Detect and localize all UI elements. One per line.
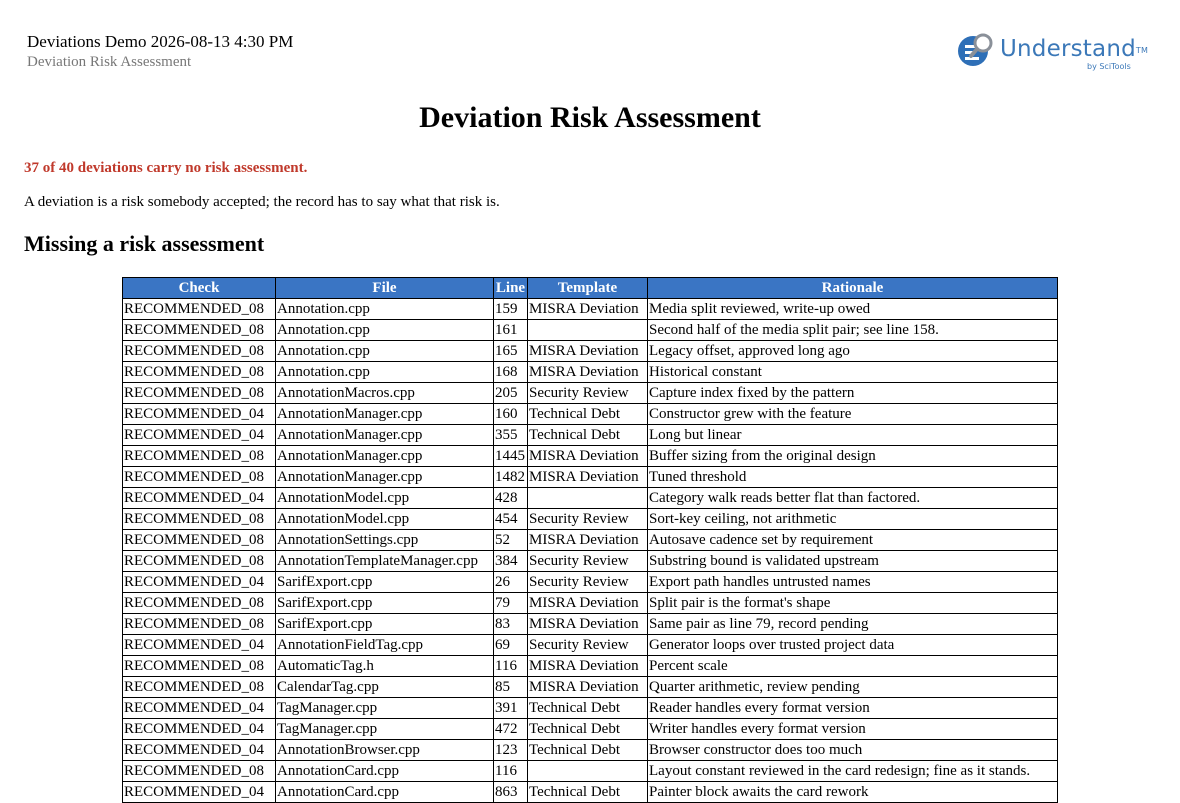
cell-template: MISRA Deviation (528, 341, 648, 362)
cell-check: RECOMMENDED_08 (123, 614, 276, 635)
cell-rationale: Split pair is the format's shape (648, 593, 1058, 614)
table-row (123, 614, 1058, 635)
cell-rationale: Capture index fixed by the pattern (648, 383, 1058, 404)
cell-line: 123 (494, 740, 528, 761)
cell-check: RECOMMENDED_08 (123, 677, 276, 698)
cell-file: TagManager.cpp (276, 719, 494, 740)
table-row (123, 740, 1058, 761)
table-row (123, 698, 1058, 719)
cell-file: AnnotationCard.cpp (276, 782, 494, 803)
cell-check: RECOMMENDED_08 (123, 320, 276, 341)
table-row (123, 572, 1058, 593)
cell-rationale: Sort-key ceiling, not arithmetic (648, 509, 1058, 530)
cell-template: MISRA Deviation (528, 677, 648, 698)
cell-line: 454 (494, 509, 528, 530)
cell-file: AnnotationFieldTag.cpp (276, 635, 494, 656)
cell-template: MISRA Deviation (528, 530, 648, 551)
cell-file: CalendarTag.cpp (276, 677, 494, 698)
cell-file: TagManager.cpp (276, 698, 494, 719)
cell-template: Technical Debt (528, 719, 648, 740)
cell-file: AnnotationSettings.cpp (276, 530, 494, 551)
cell-file: SarifExport.cpp (276, 572, 494, 593)
cell-check: RECOMMENDED_08 (123, 362, 276, 383)
cell-rationale: Media split reviewed, write-up owed (648, 299, 1058, 320)
cell-template: Security Review (528, 551, 648, 572)
cell-line: 165 (494, 341, 528, 362)
cell-check: RECOMMENDED_08 (123, 467, 276, 488)
cell-line: 52 (494, 530, 528, 551)
cell-rationale: Generator loops over trusted project data (648, 635, 1058, 656)
cell-check: RECOMMENDED_04 (123, 782, 276, 803)
cell-rationale: Constructor grew with the feature (648, 404, 1058, 425)
table-row (123, 677, 1058, 698)
cell-file: AutomaticTag.h (276, 656, 494, 677)
cell-check: RECOMMENDED_04 (123, 572, 276, 593)
cell-line: 863 (494, 782, 528, 803)
cell-template: MISRA Deviation (528, 446, 648, 467)
cell-template: Technical Debt (528, 404, 648, 425)
cell-check: RECOMMENDED_08 (123, 383, 276, 404)
table-row (123, 383, 1058, 404)
table-row (123, 782, 1058, 803)
cell-rationale: Browser constructor does too much (648, 740, 1058, 761)
cell-rationale: Quarter arithmetic, review pending (648, 677, 1058, 698)
cell-rationale: Historical constant (648, 362, 1058, 383)
cell-template (528, 488, 648, 509)
cell-line: 161 (494, 320, 528, 341)
cell-check: RECOMMENDED_08 (123, 530, 276, 551)
table-row (123, 761, 1058, 782)
cell-file: AnnotationManager.cpp (276, 446, 494, 467)
cell-template: Technical Debt (528, 740, 648, 761)
cell-rationale: Legacy offset, approved long ago (648, 341, 1058, 362)
cell-rationale: Same pair as line 79, record pending (648, 614, 1058, 635)
cell-rationale: Export path handles untrusted names (648, 572, 1058, 593)
cell-rationale: Layout constant reviewed in the card redesign; fine as it stands. (648, 761, 1058, 782)
table-row (123, 362, 1058, 383)
cell-line: 391 (494, 698, 528, 719)
cell-template: MISRA Deviation (528, 362, 648, 383)
cell-check: RECOMMENDED_04 (123, 635, 276, 656)
table-row (123, 404, 1058, 425)
cell-line: 205 (494, 383, 528, 404)
section-title: Missing a risk assessment (24, 231, 265, 256)
cell-file: AnnotationBrowser.cpp (276, 740, 494, 761)
cell-file: Annotation.cpp (276, 341, 494, 362)
cell-template (528, 320, 648, 341)
deviation-table-container (122, 277, 1058, 803)
cell-file: Annotation.cpp (276, 320, 494, 341)
cell-rationale: Tuned threshold (648, 467, 1058, 488)
cell-rationale: Reader handles every format version (648, 698, 1058, 719)
table-row (123, 446, 1058, 467)
table-body (123, 299, 1058, 803)
cell-template: MISRA Deviation (528, 299, 648, 320)
table-row (123, 635, 1058, 656)
logo-byline: by SciTools (1087, 62, 1131, 71)
cell-check: RECOMMENDED_04 (123, 488, 276, 509)
table-row (123, 299, 1058, 320)
cell-file: SarifExport.cpp (276, 593, 494, 614)
cell-line: 116 (494, 761, 528, 782)
cell-file: AnnotationModel.cpp (276, 509, 494, 530)
cell-template: Security Review (528, 509, 648, 530)
table-row (123, 719, 1058, 740)
column-header-check: Check (123, 278, 276, 299)
cell-template: MISRA Deviation (528, 614, 648, 635)
cell-rationale: Substring bound is validated upstream (648, 551, 1058, 572)
cell-check: RECOMMENDED_08 (123, 446, 276, 467)
intro-text: A deviation is a risk somebody accepted; the record has to say what that risk is. (24, 194, 500, 210)
column-header-template: Template (528, 278, 648, 299)
cell-line: 355 (494, 425, 528, 446)
cell-template: Security Review (528, 572, 648, 593)
report-name: Deviation Risk Assessment (27, 54, 192, 70)
cell-line: 85 (494, 677, 528, 698)
cell-template: Security Review (528, 383, 648, 404)
cell-check: RECOMMENDED_08 (123, 593, 276, 614)
cell-file: AnnotationCard.cpp (276, 761, 494, 782)
page-title: Deviation Risk Assessment (419, 101, 761, 134)
cell-rationale: Percent scale (648, 656, 1058, 677)
understand-logo (956, 29, 1156, 75)
cell-file: AnnotationManager.cpp (276, 404, 494, 425)
cell-check: RECOMMENDED_08 (123, 299, 276, 320)
table-row (123, 425, 1058, 446)
cell-check: RECOMMENDED_04 (123, 719, 276, 740)
cell-line: 472 (494, 719, 528, 740)
cell-line: 116 (494, 656, 528, 677)
cell-check: RECOMMENDED_08 (123, 341, 276, 362)
report-project-line: Deviations Demo 2026-08-13 4:30 PM (27, 32, 294, 51)
understand-logo-icon (956, 31, 996, 71)
column-header-file: File (276, 278, 494, 299)
cell-rationale: Autosave cadence set by requirement (648, 530, 1058, 551)
cell-template: MISRA Deviation (528, 656, 648, 677)
cell-line: 26 (494, 572, 528, 593)
table-row (123, 467, 1058, 488)
cell-file: AnnotationTemplateManager.cpp (276, 551, 494, 572)
cell-check: RECOMMENDED_08 (123, 656, 276, 677)
cell-line: 384 (494, 551, 528, 572)
cell-rationale: Category walk reads better flat than factored. (648, 488, 1058, 509)
cell-rationale: Writer handles every format version (648, 719, 1058, 740)
cell-file: SarifExport.cpp (276, 614, 494, 635)
cell-rationale: Painter block awaits the card rework (648, 782, 1058, 803)
cell-file: Annotation.cpp (276, 362, 494, 383)
cell-template: Technical Debt (528, 782, 648, 803)
cell-check: RECOMMENDED_08 (123, 551, 276, 572)
cell-template: Technical Debt (528, 425, 648, 446)
table-row (123, 530, 1058, 551)
column-header-rationale: Rationale (648, 278, 1058, 299)
cell-check: RECOMMENDED_08 (123, 509, 276, 530)
cell-check: RECOMMENDED_08 (123, 761, 276, 782)
cell-check: RECOMMENDED_04 (123, 740, 276, 761)
cell-line: 83 (494, 614, 528, 635)
column-header-line: Line (494, 278, 528, 299)
cell-template: MISRA Deviation (528, 593, 648, 614)
cell-line: 428 (494, 488, 528, 509)
cell-rationale: Buffer sizing from the original design (648, 446, 1058, 467)
cell-file: AnnotationManager.cpp (276, 467, 494, 488)
logo-wordmark: Understand™ (1000, 36, 1149, 62)
cell-line: 159 (494, 299, 528, 320)
table-row (123, 320, 1058, 341)
table-row (123, 593, 1058, 614)
table-row (123, 488, 1058, 509)
risk-alert: 37 of 40 deviations carry no risk assessment. (24, 160, 308, 176)
cell-line: 69 (494, 635, 528, 656)
cell-check: RECOMMENDED_04 (123, 404, 276, 425)
table-header-row (123, 278, 1058, 299)
table-row (123, 656, 1058, 677)
cell-check: RECOMMENDED_04 (123, 698, 276, 719)
cell-file: AnnotationModel.cpp (276, 488, 494, 509)
cell-template (528, 761, 648, 782)
cell-file: AnnotationManager.cpp (276, 425, 494, 446)
cell-file: AnnotationMacros.cpp (276, 383, 494, 404)
cell-line: 1445 (494, 446, 528, 467)
cell-line: 79 (494, 593, 528, 614)
cell-template: MISRA Deviation (528, 467, 648, 488)
cell-file: Annotation.cpp (276, 299, 494, 320)
cell-rationale: Second half of the media split pair; see line 158. (648, 320, 1058, 341)
cell-template: Security Review (528, 635, 648, 656)
cell-template: Technical Debt (528, 698, 648, 719)
table-row (123, 341, 1058, 362)
cell-line: 160 (494, 404, 528, 425)
cell-line: 1482 (494, 467, 528, 488)
cell-line: 168 (494, 362, 528, 383)
table-row (123, 509, 1058, 530)
deviation-table (122, 277, 1058, 803)
table-row (123, 551, 1058, 572)
cell-check: RECOMMENDED_04 (123, 425, 276, 446)
cell-rationale: Long but linear (648, 425, 1058, 446)
